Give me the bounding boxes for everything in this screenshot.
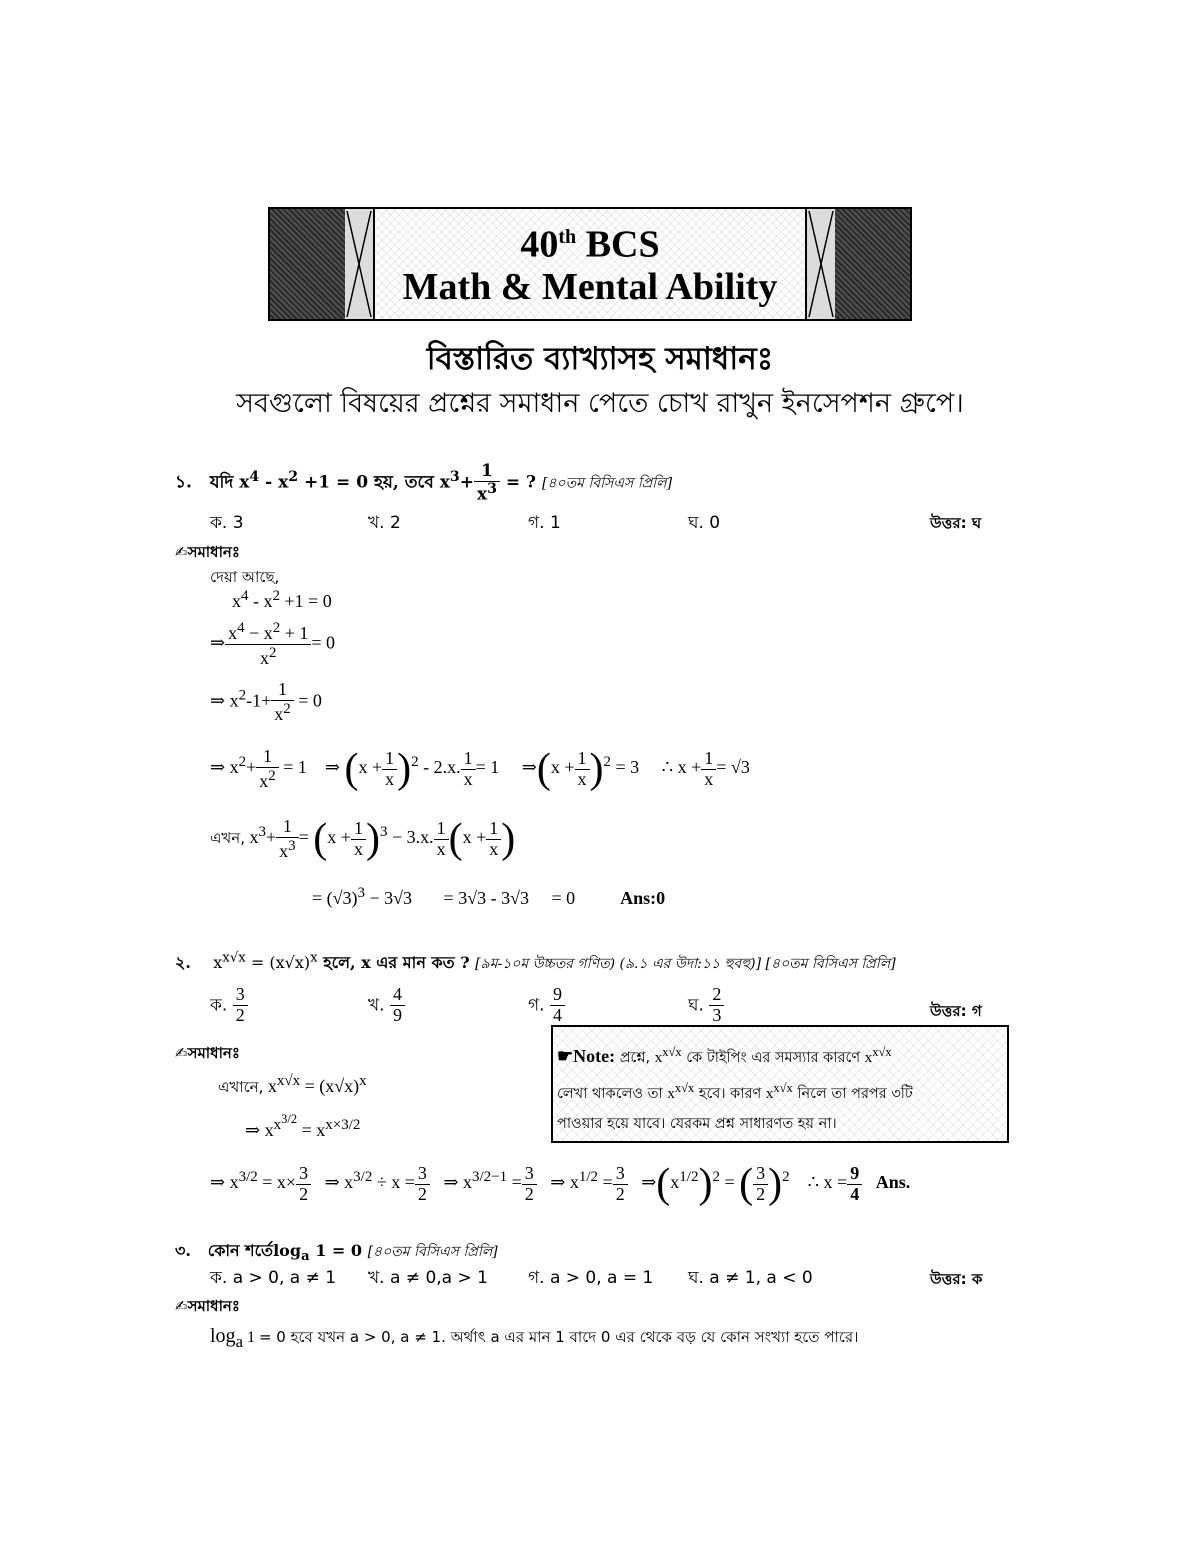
q2-option-a: ক. $\frac{3}{2}$ xyxy=(210,985,248,1026)
q2-final-answer: Ans. xyxy=(875,1172,911,1193)
question-3: ৩. কোন $শর্তে\log_a$ 1 = 0 [৪০তম বিসিএস প্রিলি] xyxy=(175,1241,498,1265)
q3-option-a: ক. a > 0, a ≠ 1 xyxy=(210,1268,337,1288)
q3-option-b: খ. a ≠ 0,a > 1 xyxy=(368,1268,488,1288)
q1-final-answer: Ans:0 xyxy=(620,888,666,908)
q2-solution-label: ✍সমাধানঃ xyxy=(175,1044,240,1062)
q1-step-2: ⇒ $\frac{x^4 - x^2 + 1}{x^2}$ = 0 xyxy=(210,620,336,668)
q1-option-c: গ. 1 xyxy=(528,513,561,533)
question-1: ১. যদি $x^4 - x^2 +1 = 0$ হয়, তবে $x^3+$ $\frac{1}{x^3}$ = ? [৪০তম বিসিএস প্রিলি] xyxy=(175,461,673,505)
q1-step-4: ⇒ $x^2+$ $\frac{1}{x^2}$ = 1 ⇒ (x + $\frac{1}{x}$ )$^2$ - 2.x. $\frac{1}{x}$ = 1 ⇒(x + $\frac{1}{x}$ )$^2$ = 3 ∴ x + $\frac{1}{x}$ = √3 xyxy=(210,745,750,792)
q3-answer: উত্তর: ক xyxy=(930,1270,983,1288)
q2-option-b: খ. $\frac{4}{9}$ xyxy=(368,985,405,1026)
banner-left-cross xyxy=(345,209,373,319)
title-banner xyxy=(268,207,912,321)
banner-right-block xyxy=(835,209,910,319)
banner-right-cross xyxy=(807,209,835,319)
q1-option-b: খ. 2 xyxy=(368,513,401,533)
page-heading: বিস্তারিত ব্যাখ্যাসহ সমাধানঃ xyxy=(426,341,774,377)
page-subheading: সবগুলো বিষয়ের প্রশ্নের সমাধান পেতে চোখ রাখুন ইনসেপশন গ্রুপে। xyxy=(236,388,964,419)
q2-step-3: ⇒ $x^{3/2} = x\times$ $\frac{3}{2}$ ⇒ $x^{3/2} \div x$ = $\frac{3}{2}$ ⇒ $x^{3/2-1}$ = $\frac{3}{2}$ ⇒ $x^{1/2}$ = $\frac{3}{2}$ $\Rightarrow(x^{1/2})^2$ = ( $\frac{3}{2}$ )$^2$ ∴ x = $\frac{9}{4}$ Ans. xyxy=(210,1161,911,1207)
q3-option-c: গ. a > 0, a = 1 xyxy=(528,1268,654,1288)
q3-option-d: ঘ. a ≠ 1, a < 0 xyxy=(688,1268,813,1288)
q1-step-1: $x^4 - x^2 +1 = 0$ xyxy=(232,588,332,611)
q1-option-a: ক. 3 xyxy=(210,513,244,533)
q1-answer: উত্তর: ঘ xyxy=(930,514,982,532)
q1-option-d: ঘ. 0 xyxy=(688,513,721,533)
q2-step-2: ⇒ $x^{x^{3/2}} = x^{x\times 3/2}$ xyxy=(245,1112,361,1140)
q1-step-5: এখন, $x^3+$ $\frac{1}{x^3}$ = (x + $\frac{1}{x}$ )$^3$ − 3.x. $\frac{1}{x}$ (x + $\frac{1}{x}$ ) xyxy=(210,815,516,862)
q2-step-1: এখানে, $x^{x√x} = (x√x)^x$ xyxy=(218,1073,367,1096)
q2-option-d: ঘ. $\frac{2}{3}$ xyxy=(688,985,724,1026)
q3-solution-label: ✍সমাধানঃ xyxy=(175,1297,240,1315)
q3-explanation: $\log_a 1 = 0$ হবে যখন a > 0, a ≠ 1. অর্থাৎ a এর মান 1 বাদে 0 এর থেকে বড় যে কোন সংখ্যা হতে পারে। xyxy=(210,1325,859,1351)
q1-step-6: = $(√3)^3 - 3√3$ = 3√3 - 3√3 = 0 Ans:0 xyxy=(312,885,666,908)
question-2: ২. $x^{x√x} = (x√x)^x$ হলে, x এর মান কত ? [৯ম-১০ম উচ্চতর গণিত) (৯.১ এর উদা:১১ হুবহু)] [৪০তম বিসিএস প্রিলি] xyxy=(175,950,896,972)
q1-given: দেয়া আছে, xyxy=(210,568,280,586)
note-box: ☛Note: প্রশ্নে, $x^{x√x}$ কে টাইপিং এর সমস্যার কারণে $x^{x√x}$ লেখা থাকলেও তা $x^{x√x}$ হবে। কারণ $x^{x√x}$ নিলে তা পরপর ৩টি পাওয়ার হয়ে যাবে। যেরকম প্রশ্ন সাধারণত হয় না। xyxy=(551,1025,1009,1143)
q1-solution-label: ✍সমাধানঃ xyxy=(175,543,240,561)
banner-title: 40th BCS Math & Mental Ability xyxy=(373,209,807,319)
q1-step-3: ⇒ $x^2-1+$ $\frac{1}{x^2}$ = 0 xyxy=(210,679,322,724)
q2-answer: উত্তর: গ xyxy=(930,1002,982,1020)
q2-option-c: গ. $\frac{9}{4}$ xyxy=(528,985,565,1026)
banner-left-block xyxy=(270,209,345,319)
